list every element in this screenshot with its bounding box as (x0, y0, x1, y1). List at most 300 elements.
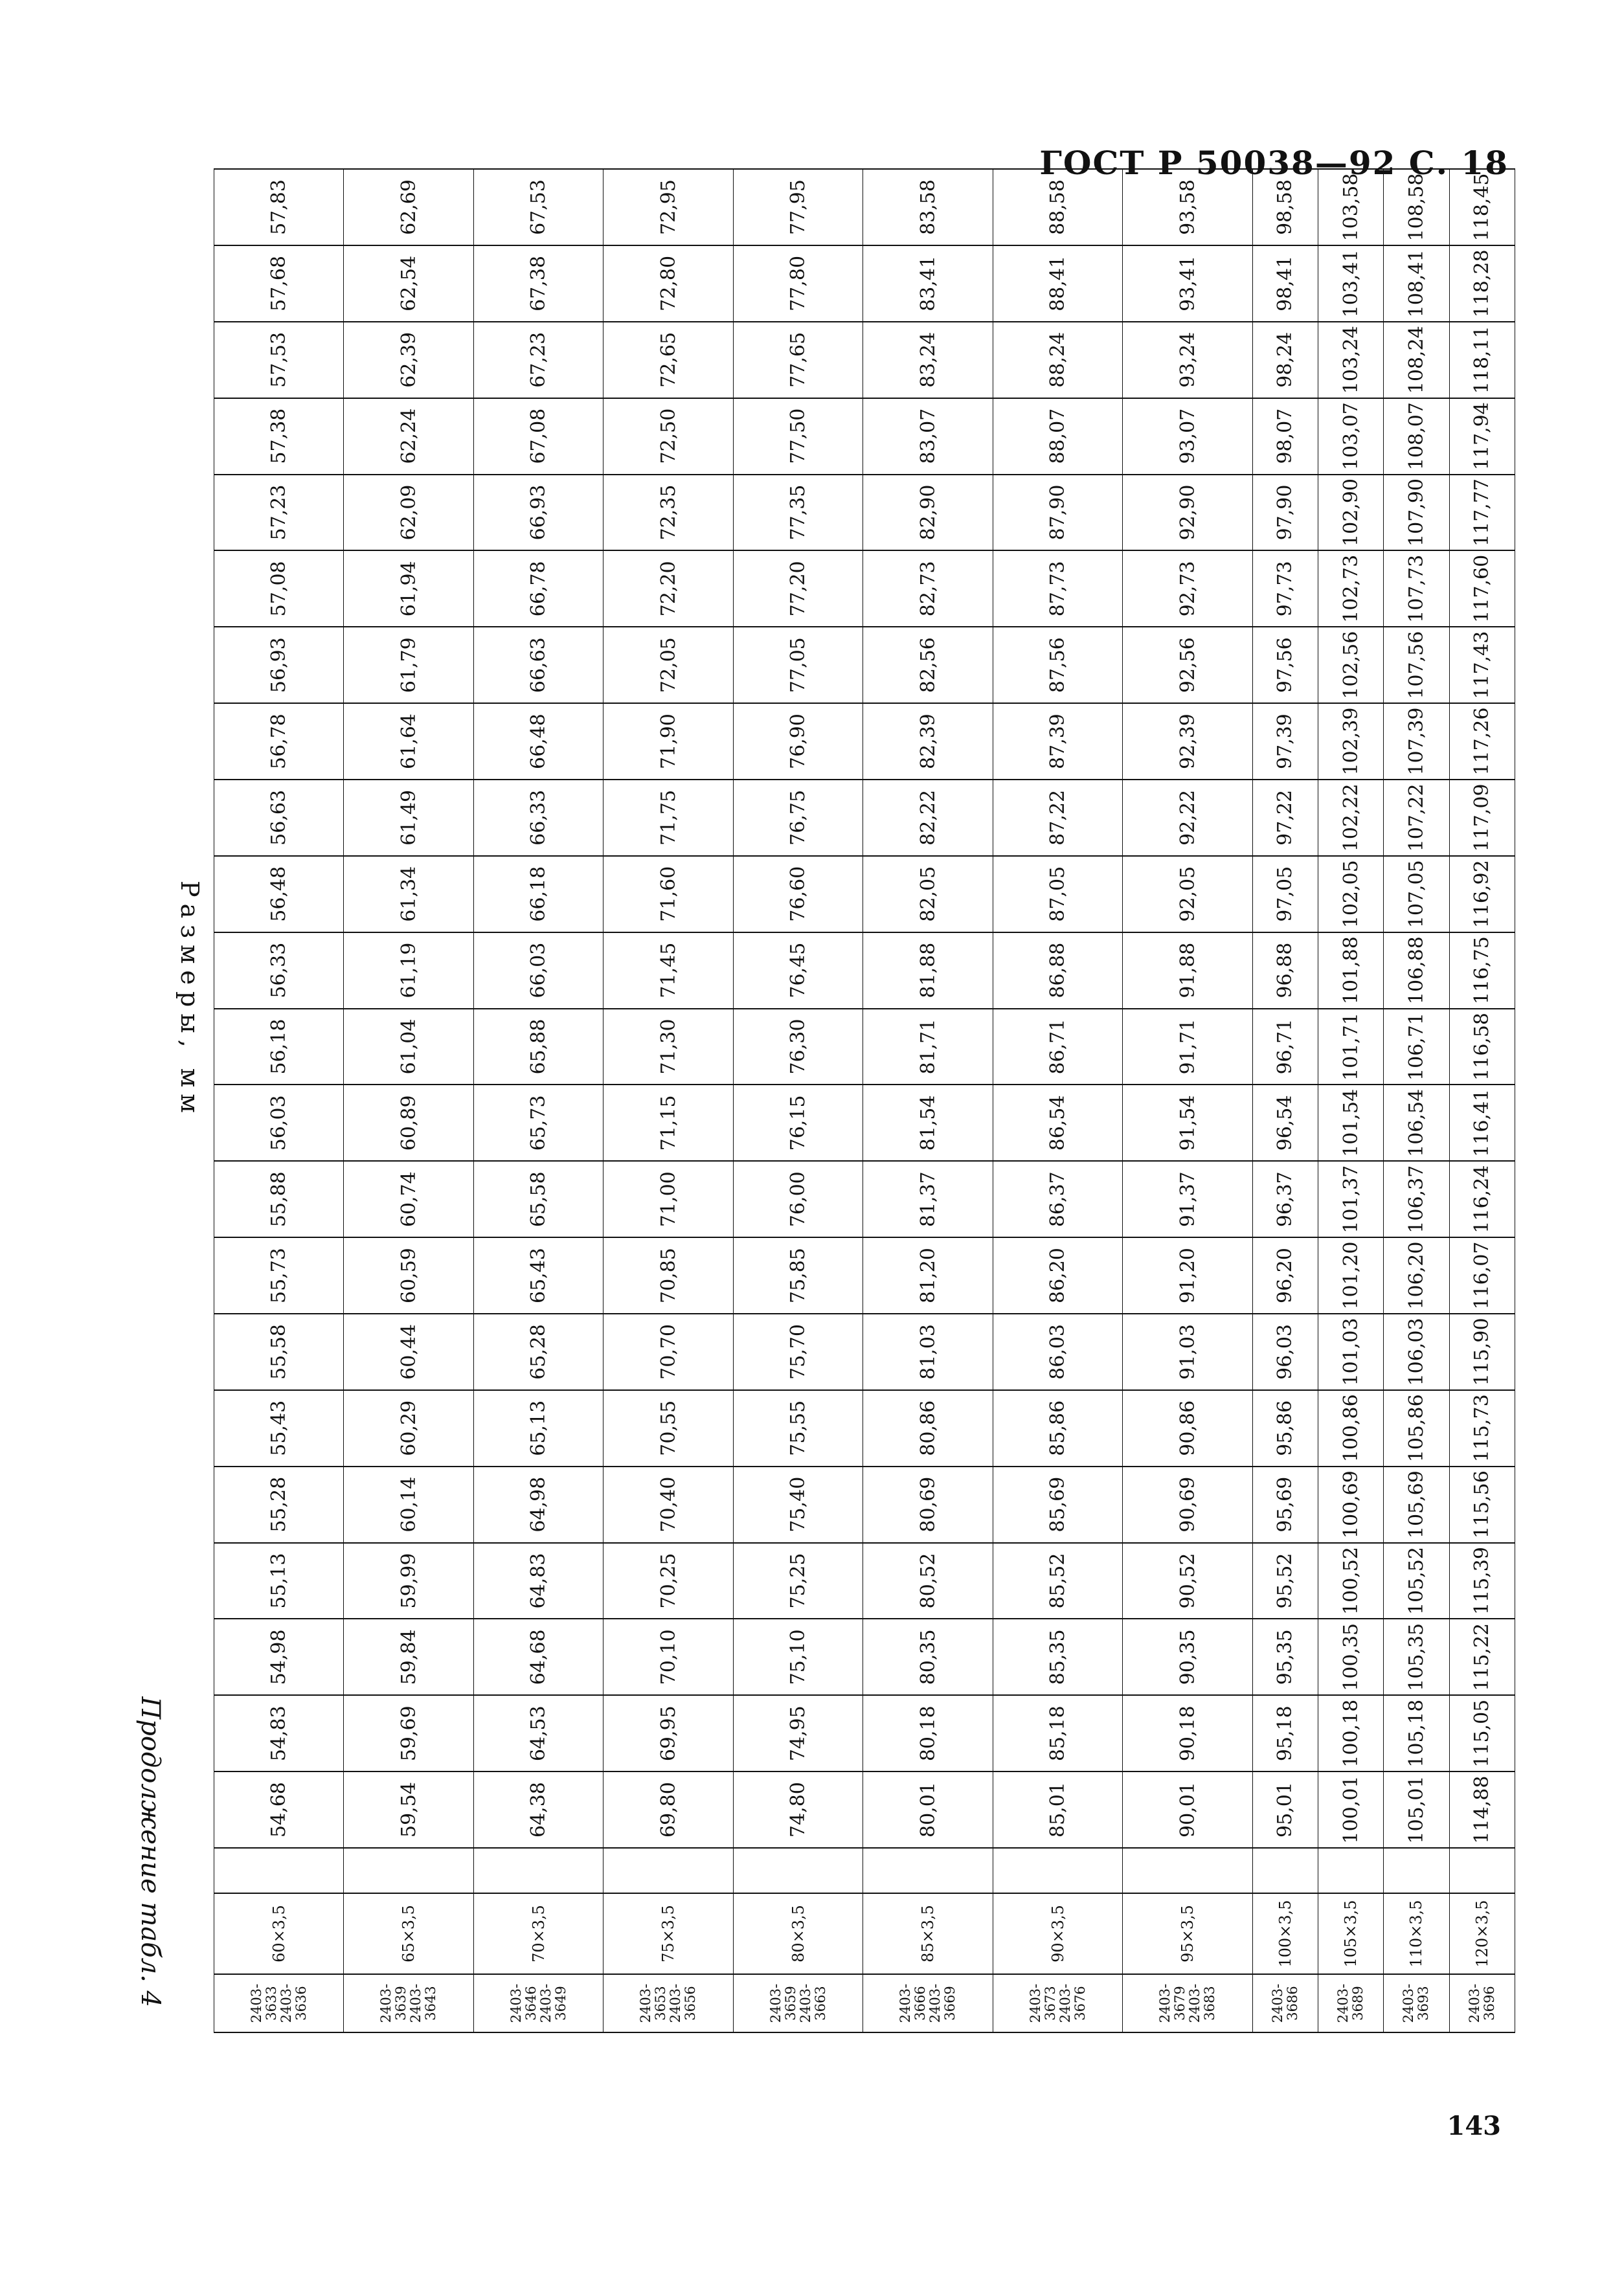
diameter-value: 64,98 (473, 1467, 603, 1543)
diameter-value: 65,43 (473, 1237, 603, 1314)
diameter-value: 85,86 (993, 1390, 1122, 1467)
diameter-value: 83,24 (863, 322, 993, 398)
dxm-value: 60×3,5 (214, 1893, 344, 1974)
diameter-value: 96,03 (1252, 1314, 1318, 1390)
broach-code: 2403-3673 2403-3676 (993, 1974, 1122, 2032)
diameter-value: 61,64 (344, 703, 473, 780)
spacer-cell (344, 1848, 473, 1893)
diameter-value: 70,40 (603, 1467, 733, 1543)
dxm-value: 120×3,5 (1449, 1893, 1515, 1974)
diameter-value: 87,90 (993, 475, 1122, 551)
diameter-value: 72,80 (603, 245, 733, 322)
diameter-value: 70,85 (603, 1237, 733, 1314)
diameter-value: 115,05 (1449, 1695, 1515, 1771)
diameter-value: 83,07 (863, 398, 993, 475)
diameter-value: 75,25 (733, 1543, 863, 1619)
diameter-value: 91,37 (1123, 1161, 1252, 1237)
diameter-value: 103,07 (1318, 398, 1384, 475)
diameter-value: 97,90 (1252, 475, 1318, 551)
diameter-value: 96,37 (1252, 1161, 1318, 1237)
table-column-row (344, 169, 473, 2032)
diameter-value: 92,39 (1123, 703, 1252, 780)
diameter-value: 118,45 (1449, 169, 1515, 245)
diameter-value: 77,20 (733, 550, 863, 627)
data-table (214, 168, 1515, 2033)
diameter-value: 71,30 (603, 1009, 733, 1085)
dxm-value: 75×3,5 (603, 1893, 733, 1974)
diameter-value: 91,03 (1123, 1314, 1252, 1390)
rotated-table-block (117, 168, 1515, 2033)
diameter-value: 72,65 (603, 322, 733, 398)
diameter-value: 70,10 (603, 1619, 733, 1695)
diameter-value: 100,35 (1318, 1619, 1384, 1695)
diameter-value: 82,90 (863, 475, 993, 551)
diameter-value: 103,24 (1318, 322, 1384, 398)
diameter-value: 101,37 (1318, 1161, 1384, 1237)
dxm-value: 80×3,5 (733, 1893, 863, 1974)
table-column-row (214, 169, 344, 2032)
diameter-value: 93,58 (1123, 169, 1252, 245)
diameter-value: 88,41 (993, 245, 1122, 322)
diameter-value: 115,22 (1449, 1619, 1515, 1695)
diameter-value: 97,39 (1252, 703, 1318, 780)
diameter-value: 55,43 (214, 1390, 344, 1467)
diameter-value: 66,78 (473, 550, 603, 627)
table-column-row (1318, 169, 1384, 2032)
diameter-value: 61,79 (344, 627, 473, 703)
diameter-value: 105,52 (1384, 1543, 1449, 1619)
diameter-value: 74,95 (733, 1695, 863, 1771)
broach-code: 2403-3679 2403-3683 (1123, 1974, 1252, 2032)
diameter-value: 108,41 (1384, 245, 1449, 322)
diameter-value: 91,88 (1123, 932, 1252, 1009)
diameter-value: 105,69 (1384, 1467, 1449, 1543)
diameter-value: 91,54 (1123, 1085, 1252, 1161)
diameter-value: 101,71 (1318, 1009, 1384, 1085)
diameter-value: 97,56 (1252, 627, 1318, 703)
diameter-value: 106,54 (1384, 1085, 1449, 1161)
diameter-value: 75,70 (733, 1314, 863, 1390)
diameter-value: 66,93 (473, 475, 603, 551)
diameter-value: 57,68 (214, 245, 344, 322)
diameter-value: 118,28 (1449, 245, 1515, 322)
diameter-value: 95,01 (1252, 1771, 1318, 1848)
diameter-value: 91,71 (1123, 1009, 1252, 1085)
diameter-value: 72,20 (603, 550, 733, 627)
spacer-cell (1318, 1848, 1384, 1893)
spacer-cell (863, 1848, 993, 1893)
broach-code: 2403-3646 2403-3649 (473, 1974, 603, 2032)
diameter-value: 72,35 (603, 475, 733, 551)
diameter-value: 82,56 (863, 627, 993, 703)
diameter-value: 77,65 (733, 322, 863, 398)
diameter-value: 81,37 (863, 1161, 993, 1237)
diameter-value: 64,83 (473, 1543, 603, 1619)
diameter-value: 60,44 (344, 1314, 473, 1390)
table-title: Размеры, мм (175, 881, 204, 1119)
diameter-value: 116,24 (1449, 1161, 1515, 1237)
diameter-value: 65,28 (473, 1314, 603, 1390)
diameter-value: 92,56 (1123, 627, 1252, 703)
diameter-value: 87,22 (993, 780, 1122, 856)
diameter-value: 56,78 (214, 703, 344, 780)
diameter-value: 98,24 (1252, 322, 1318, 398)
diameter-value: 61,19 (344, 932, 473, 1009)
diameter-value: 101,88 (1318, 932, 1384, 1009)
diameter-value: 98,41 (1252, 245, 1318, 322)
diameter-value: 91,20 (1123, 1237, 1252, 1314)
diameter-value: 60,59 (344, 1237, 473, 1314)
diameter-value: 117,94 (1449, 398, 1515, 475)
diameter-value: 88,24 (993, 322, 1122, 398)
diameter-value: 83,58 (863, 169, 993, 245)
diameter-value: 85,35 (993, 1619, 1122, 1695)
dxm-value: 70×3,5 (473, 1893, 603, 1974)
diameter-value: 92,90 (1123, 475, 1252, 551)
diameter-value: 70,25 (603, 1543, 733, 1619)
continuation-label: Продолжение табл. 4 (135, 1696, 165, 2007)
diameter-value: 62,54 (344, 245, 473, 322)
diameter-value: 83,41 (863, 245, 993, 322)
diameter-value: 76,15 (733, 1085, 863, 1161)
diameter-value: 90,18 (1123, 1695, 1252, 1771)
diameter-value: 102,90 (1318, 475, 1384, 551)
diameter-value: 70,70 (603, 1314, 733, 1390)
diameter-value: 95,52 (1252, 1543, 1318, 1619)
diameter-value: 103,58 (1318, 169, 1384, 245)
diameter-value: 87,73 (993, 550, 1122, 627)
diameter-value: 59,99 (344, 1543, 473, 1619)
diameter-value: 116,92 (1449, 856, 1515, 932)
diameter-value: 71,45 (603, 932, 733, 1009)
diameter-value: 106,37 (1384, 1161, 1449, 1237)
diameter-value: 66,63 (473, 627, 603, 703)
diameter-value: 74,80 (733, 1771, 863, 1848)
diameter-value: 116,07 (1449, 1237, 1515, 1314)
diameter-value: 95,86 (1252, 1390, 1318, 1467)
diameter-value: 60,74 (344, 1161, 473, 1237)
diameter-value: 81,88 (863, 932, 993, 1009)
diameter-value: 61,34 (344, 856, 473, 932)
diameter-value: 76,60 (733, 856, 863, 932)
table-column-row (1252, 169, 1318, 2032)
diameter-value: 96,71 (1252, 1009, 1318, 1085)
diameter-value: 56,03 (214, 1085, 344, 1161)
diameter-value: 97,22 (1252, 780, 1318, 856)
diameter-value: 60,14 (344, 1467, 473, 1543)
spacer-cell (473, 1848, 603, 1893)
diameter-value: 72,05 (603, 627, 733, 703)
diameter-value: 98,58 (1252, 169, 1318, 245)
diameter-value: 81,54 (863, 1085, 993, 1161)
broach-code: 2403-3686 (1252, 1974, 1318, 2032)
diameter-value: 88,58 (993, 169, 1122, 245)
diameter-value: 107,39 (1384, 703, 1449, 780)
diameter-value: 97,73 (1252, 550, 1318, 627)
diameter-value: 107,73 (1384, 550, 1449, 627)
diameter-value: 90,86 (1123, 1390, 1252, 1467)
diameter-value: 106,03 (1384, 1314, 1449, 1390)
diameter-value: 76,30 (733, 1009, 863, 1085)
diameter-value: 92,05 (1123, 856, 1252, 932)
diameter-value: 62,09 (344, 475, 473, 551)
diameter-value: 90,35 (1123, 1619, 1252, 1695)
diameter-value: 60,29 (344, 1390, 473, 1467)
diameter-value: 87,56 (993, 627, 1122, 703)
diameter-value: 118,11 (1449, 322, 1515, 398)
diameter-value: 65,73 (473, 1085, 603, 1161)
diameter-value: 117,26 (1449, 703, 1515, 780)
table-column-row (603, 169, 733, 2032)
diameter-value: 67,08 (473, 398, 603, 475)
dxm-value: 65×3,5 (344, 1893, 473, 1974)
diameter-value: 102,22 (1318, 780, 1384, 856)
diameter-value: 105,01 (1384, 1771, 1449, 1848)
table-column-row (863, 169, 993, 2032)
diameter-value: 101,54 (1318, 1085, 1384, 1161)
diameter-value: 86,71 (993, 1009, 1122, 1085)
diameter-value: 93,07 (1123, 398, 1252, 475)
diameter-value: 80,01 (863, 1771, 993, 1848)
diameter-value: 117,43 (1449, 627, 1515, 703)
diameter-value: 80,18 (863, 1695, 993, 1771)
diameter-value: 66,18 (473, 856, 603, 932)
spacer-cell (214, 1848, 344, 1893)
diameter-value: 96,88 (1252, 932, 1318, 1009)
diameter-value: 85,69 (993, 1467, 1122, 1543)
diameter-value: 92,22 (1123, 780, 1252, 856)
table-column-row (1449, 169, 1515, 2032)
diameter-value: 62,24 (344, 398, 473, 475)
dxm-value: 90×3,5 (993, 1893, 1122, 1974)
diameter-value: 65,58 (473, 1161, 603, 1237)
diameter-value: 115,90 (1449, 1314, 1515, 1390)
diameter-value: 95,18 (1252, 1695, 1318, 1771)
diameter-value: 56,63 (214, 780, 344, 856)
table-column-row (473, 169, 603, 2032)
diameter-value: 97,05 (1252, 856, 1318, 932)
diameter-value: 66,33 (473, 780, 603, 856)
broach-code: 2403-3633 2403-3636 (214, 1974, 344, 2032)
diameter-value: 55,28 (214, 1467, 344, 1543)
diameter-value: 71,75 (603, 780, 733, 856)
diameter-value: 71,00 (603, 1161, 733, 1237)
table-column-row (1384, 169, 1449, 2032)
diameter-value: 71,60 (603, 856, 733, 932)
diameter-value: 56,48 (214, 856, 344, 932)
diameter-value: 57,08 (214, 550, 344, 627)
diameter-value: 56,33 (214, 932, 344, 1009)
spacer-cell (1449, 1848, 1515, 1893)
diameter-value: 81,71 (863, 1009, 993, 1085)
broach-code: 2403-3653 2403-3656 (603, 1974, 733, 2032)
diameter-value: 80,35 (863, 1619, 993, 1695)
diameter-value: 96,54 (1252, 1085, 1318, 1161)
spacer-cell (993, 1848, 1122, 1893)
diameter-value: 100,18 (1318, 1695, 1384, 1771)
diameter-value: 85,01 (993, 1771, 1122, 1848)
broach-code: 2403-3639 2403-3643 (344, 1974, 473, 2032)
diameter-value: 54,68 (214, 1771, 344, 1848)
diameter-value: 117,60 (1449, 550, 1515, 627)
diameter-value: 76,90 (733, 703, 863, 780)
diameter-value: 75,85 (733, 1237, 863, 1314)
spacer-cell (603, 1848, 733, 1893)
dxm-value: 85×3,5 (863, 1893, 993, 1974)
diameter-value: 90,01 (1123, 1771, 1252, 1848)
dxm-value: 110×3,5 (1384, 1893, 1449, 1974)
diameter-value: 108,24 (1384, 322, 1449, 398)
spacer-cell (1384, 1848, 1449, 1893)
diameter-value: 55,58 (214, 1314, 344, 1390)
diameter-value: 87,39 (993, 703, 1122, 780)
diameter-value: 100,01 (1318, 1771, 1384, 1848)
diameter-value: 56,18 (214, 1009, 344, 1085)
diameter-value: 95,69 (1252, 1467, 1318, 1543)
diameter-value: 55,13 (214, 1543, 344, 1619)
diameter-value: 75,55 (733, 1390, 863, 1467)
diameter-value: 85,18 (993, 1695, 1122, 1771)
diameter-value: 95,35 (1252, 1619, 1318, 1695)
diameter-value: 102,73 (1318, 550, 1384, 627)
diameter-value: 86,54 (993, 1085, 1122, 1161)
diameter-value: 54,83 (214, 1695, 344, 1771)
diameter-value: 107,05 (1384, 856, 1449, 932)
diameter-value: 86,20 (993, 1237, 1122, 1314)
diameter-value: 82,05 (863, 856, 993, 932)
diameter-value: 108,07 (1384, 398, 1449, 475)
table-column-row (993, 169, 1122, 2032)
broach-code: 2403-3696 (1449, 1974, 1515, 2032)
diameter-value: 90,69 (1123, 1467, 1252, 1543)
diameter-value: 103,41 (1318, 245, 1384, 322)
diameter-value: 87,05 (993, 856, 1122, 932)
diameter-value: 101,20 (1318, 1237, 1384, 1314)
diameter-value: 71,15 (603, 1085, 733, 1161)
diameter-value: 56,93 (214, 627, 344, 703)
diameter-value: 76,75 (733, 780, 863, 856)
diameter-value: 77,35 (733, 475, 863, 551)
diameter-value: 107,56 (1384, 627, 1449, 703)
diameter-value: 61,49 (344, 780, 473, 856)
diameter-value: 72,95 (603, 169, 733, 245)
diameter-value: 80,69 (863, 1467, 993, 1543)
spacer-cell (1123, 1848, 1252, 1893)
diameter-value: 65,13 (473, 1390, 603, 1467)
diameter-value: 93,41 (1123, 245, 1252, 322)
diameter-value: 115,56 (1449, 1467, 1515, 1543)
diameter-value: 88,07 (993, 398, 1122, 475)
diameter-value: 80,86 (863, 1390, 993, 1467)
diameter-value: 60,89 (344, 1085, 473, 1161)
diameter-value: 106,71 (1384, 1009, 1449, 1085)
diameter-value: 61,04 (344, 1009, 473, 1085)
diameter-value: 54,98 (214, 1619, 344, 1695)
diameter-value: 117,09 (1449, 780, 1515, 856)
diameter-value: 75,40 (733, 1467, 863, 1543)
diameter-value: 82,22 (863, 780, 993, 856)
diameter-value: 64,53 (473, 1695, 603, 1771)
diameter-value: 75,10 (733, 1619, 863, 1695)
diameter-value: 77,05 (733, 627, 863, 703)
diameter-value: 105,35 (1384, 1619, 1449, 1695)
diameter-value: 106,20 (1384, 1237, 1449, 1314)
page-header: ГОСТ Р 50038—92 С. 18 (1039, 144, 1509, 182)
diameter-value: 55,73 (214, 1237, 344, 1314)
diameter-value: 64,68 (473, 1619, 603, 1695)
diameter-value: 105,18 (1384, 1695, 1449, 1771)
diameter-value: 76,00 (733, 1161, 863, 1237)
dxm-value: 105×3,5 (1318, 1893, 1384, 1974)
diameter-value: 64,38 (473, 1771, 603, 1848)
diameter-value: 66,03 (473, 932, 603, 1009)
diameter-value: 67,38 (473, 245, 603, 322)
diameter-value: 85,52 (993, 1543, 1122, 1619)
diameter-value: 114,88 (1449, 1771, 1515, 1848)
broach-code: 2403-3689 (1318, 1974, 1384, 2032)
diameter-value: 77,95 (733, 169, 863, 245)
diameter-value: 61,94 (344, 550, 473, 627)
dxm-value: 100×3,5 (1252, 1893, 1318, 1974)
broach-code: 2403-3693 (1384, 1974, 1449, 2032)
diameter-value: 115,73 (1449, 1390, 1515, 1467)
diameter-value: 81,03 (863, 1314, 993, 1390)
diameter-value: 92,73 (1123, 550, 1252, 627)
diameter-value: 67,53 (473, 169, 603, 245)
diameter-value: 62,39 (344, 322, 473, 398)
diameter-value: 101,03 (1318, 1314, 1384, 1390)
diameter-value: 71,90 (603, 703, 733, 780)
diameter-value: 105,86 (1384, 1390, 1449, 1467)
spacer-cell (733, 1848, 863, 1893)
diameter-value: 70,55 (603, 1390, 733, 1467)
diameter-value: 59,84 (344, 1619, 473, 1695)
diameter-value: 93,24 (1123, 322, 1252, 398)
table-column-row (1123, 169, 1252, 2032)
diameter-value: 86,03 (993, 1314, 1122, 1390)
diameter-value: 81,20 (863, 1237, 993, 1314)
diameter-value: 69,95 (603, 1695, 733, 1771)
diameter-value: 82,73 (863, 550, 993, 627)
diameter-value: 59,54 (344, 1771, 473, 1848)
broach-code: 2403-3659 2403-3663 (733, 1974, 863, 2032)
broach-code: 2403-3666 2403-3669 (863, 1974, 993, 2032)
diameter-value: 82,39 (863, 703, 993, 780)
dxm-value: 95×3,5 (1123, 1893, 1252, 1974)
diameter-value: 100,86 (1318, 1390, 1384, 1467)
diameter-value: 57,23 (214, 475, 344, 551)
diameter-value: 77,80 (733, 245, 863, 322)
diameter-value: 96,20 (1252, 1237, 1318, 1314)
diameter-value: 59,69 (344, 1695, 473, 1771)
diameter-value: 117,77 (1449, 475, 1515, 551)
diameter-value: 98,07 (1252, 398, 1318, 475)
diameter-value: 57,38 (214, 398, 344, 475)
diameter-value: 55,88 (214, 1161, 344, 1237)
diameter-value: 90,52 (1123, 1543, 1252, 1619)
diameter-value: 76,45 (733, 932, 863, 1009)
diameter-value: 115,39 (1449, 1543, 1515, 1619)
diameter-value: 57,83 (214, 169, 344, 245)
diameter-value: 107,22 (1384, 780, 1449, 856)
diameter-value: 72,50 (603, 398, 733, 475)
diameter-value: 102,39 (1318, 703, 1384, 780)
diameter-value: 67,23 (473, 322, 603, 398)
diameter-value: 69,80 (603, 1771, 733, 1848)
diameter-value: 86,37 (993, 1161, 1122, 1237)
diameter-value: 102,56 (1318, 627, 1384, 703)
diameter-value: 86,88 (993, 932, 1122, 1009)
